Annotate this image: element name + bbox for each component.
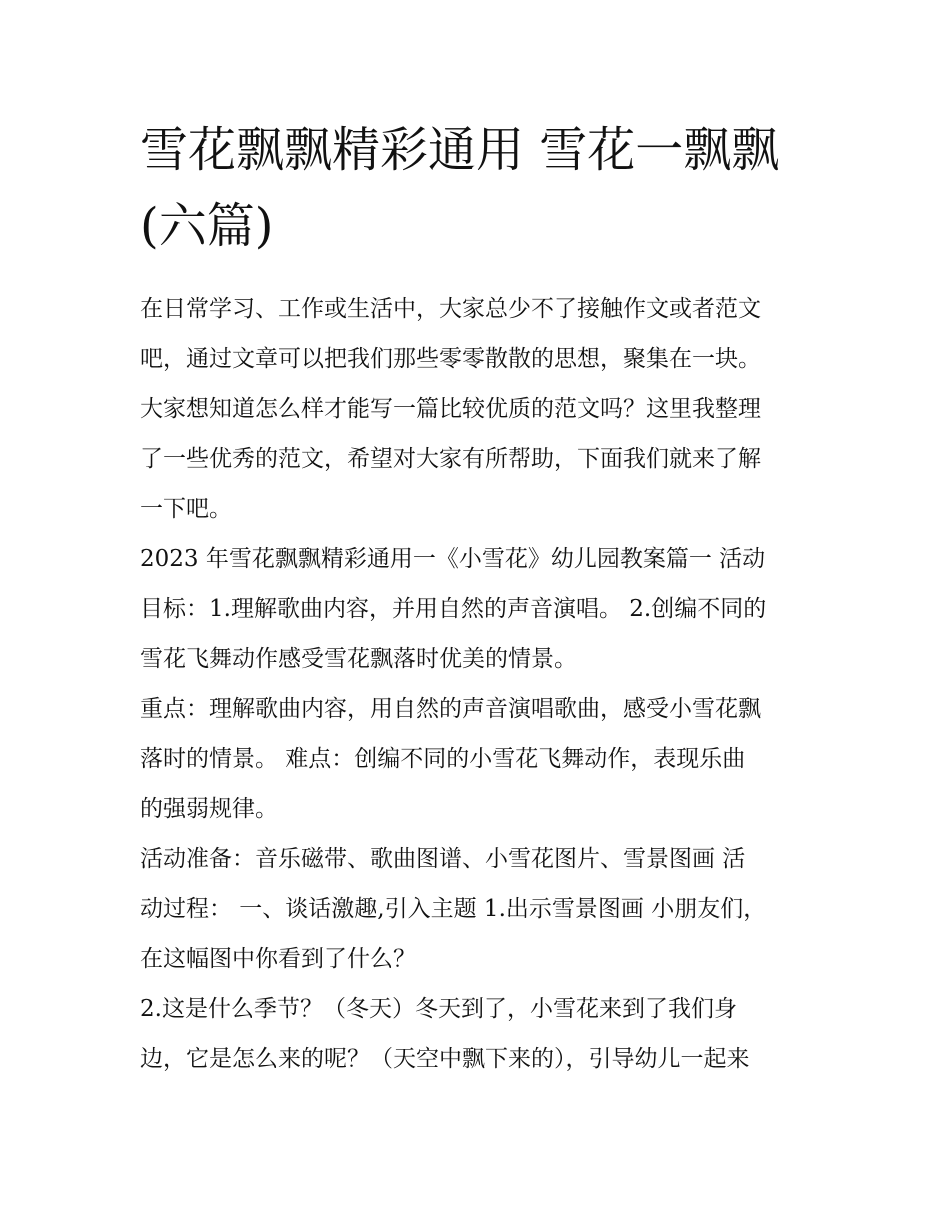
text-line: 重点：理解歌曲内容，用自然的声音演唱歌曲，感受小雪花飘 [140,696,761,722]
paragraph-intro [140,284,820,534]
text-line: 2023 年雪花飘飘精彩通用一《小雪花》幼儿园教案篇一 活动 [140,546,766,572]
text-line: 的强弱规律。 [140,796,278,822]
text-line: 目标：1.理解歌曲内容，并用自然的声音演唱。 2.创编不同的 [140,596,767,622]
paragraph-objectives [140,534,820,684]
document-page [140,112,820,1084]
paragraph-preparation [140,834,820,984]
text-line: 了一些优秀的范文，希望对大家有所帮助，下面我们就来了解 [140,446,761,472]
text-line: 动过程： 一、谈话激趣,引入主题 1.出示雪景图画 小朋友们， [140,896,767,922]
paragraph-season [140,984,820,1084]
title-line-2: (六篇) [140,198,274,254]
title-line-1: 雪花飘飘精彩通用 雪花一飘飘 [140,122,780,178]
document-body [140,284,820,1084]
text-line: 大家想知道怎么样才能写一篇比较优质的范文吗？这里我整理 [140,396,761,422]
document-title [140,112,820,264]
text-line: 边，它是怎么来的呢？（天空中飘下来的），引导幼儿一起来 [140,1046,750,1072]
text-line: 2.这是什么季节？（冬天）冬天到了，小雪花来到了我们身 [140,996,737,1022]
text-line: 在日常学习、工作或生活中，大家总少不了接触作文或者范文 [140,296,761,322]
text-line: 吧，通过文章可以把我们那些零零散散的思想，聚集在一块。 [140,346,761,372]
text-line: 在这幅图中你看到了什么？ [140,946,416,972]
text-line: 落时的情景。 难点：创编不同的小雪花飞舞动作，表现乐曲 [140,746,746,772]
text-line: 一下吧。 [140,496,232,522]
paragraph-key-points [140,684,820,834]
text-line: 雪花飞舞动作感受雪花飘落时优美的情景。 [140,646,577,672]
text-line: 活动准备：音乐磁带、歌曲图谱、小雪花图片、雪景图画 活 [140,846,746,872]
